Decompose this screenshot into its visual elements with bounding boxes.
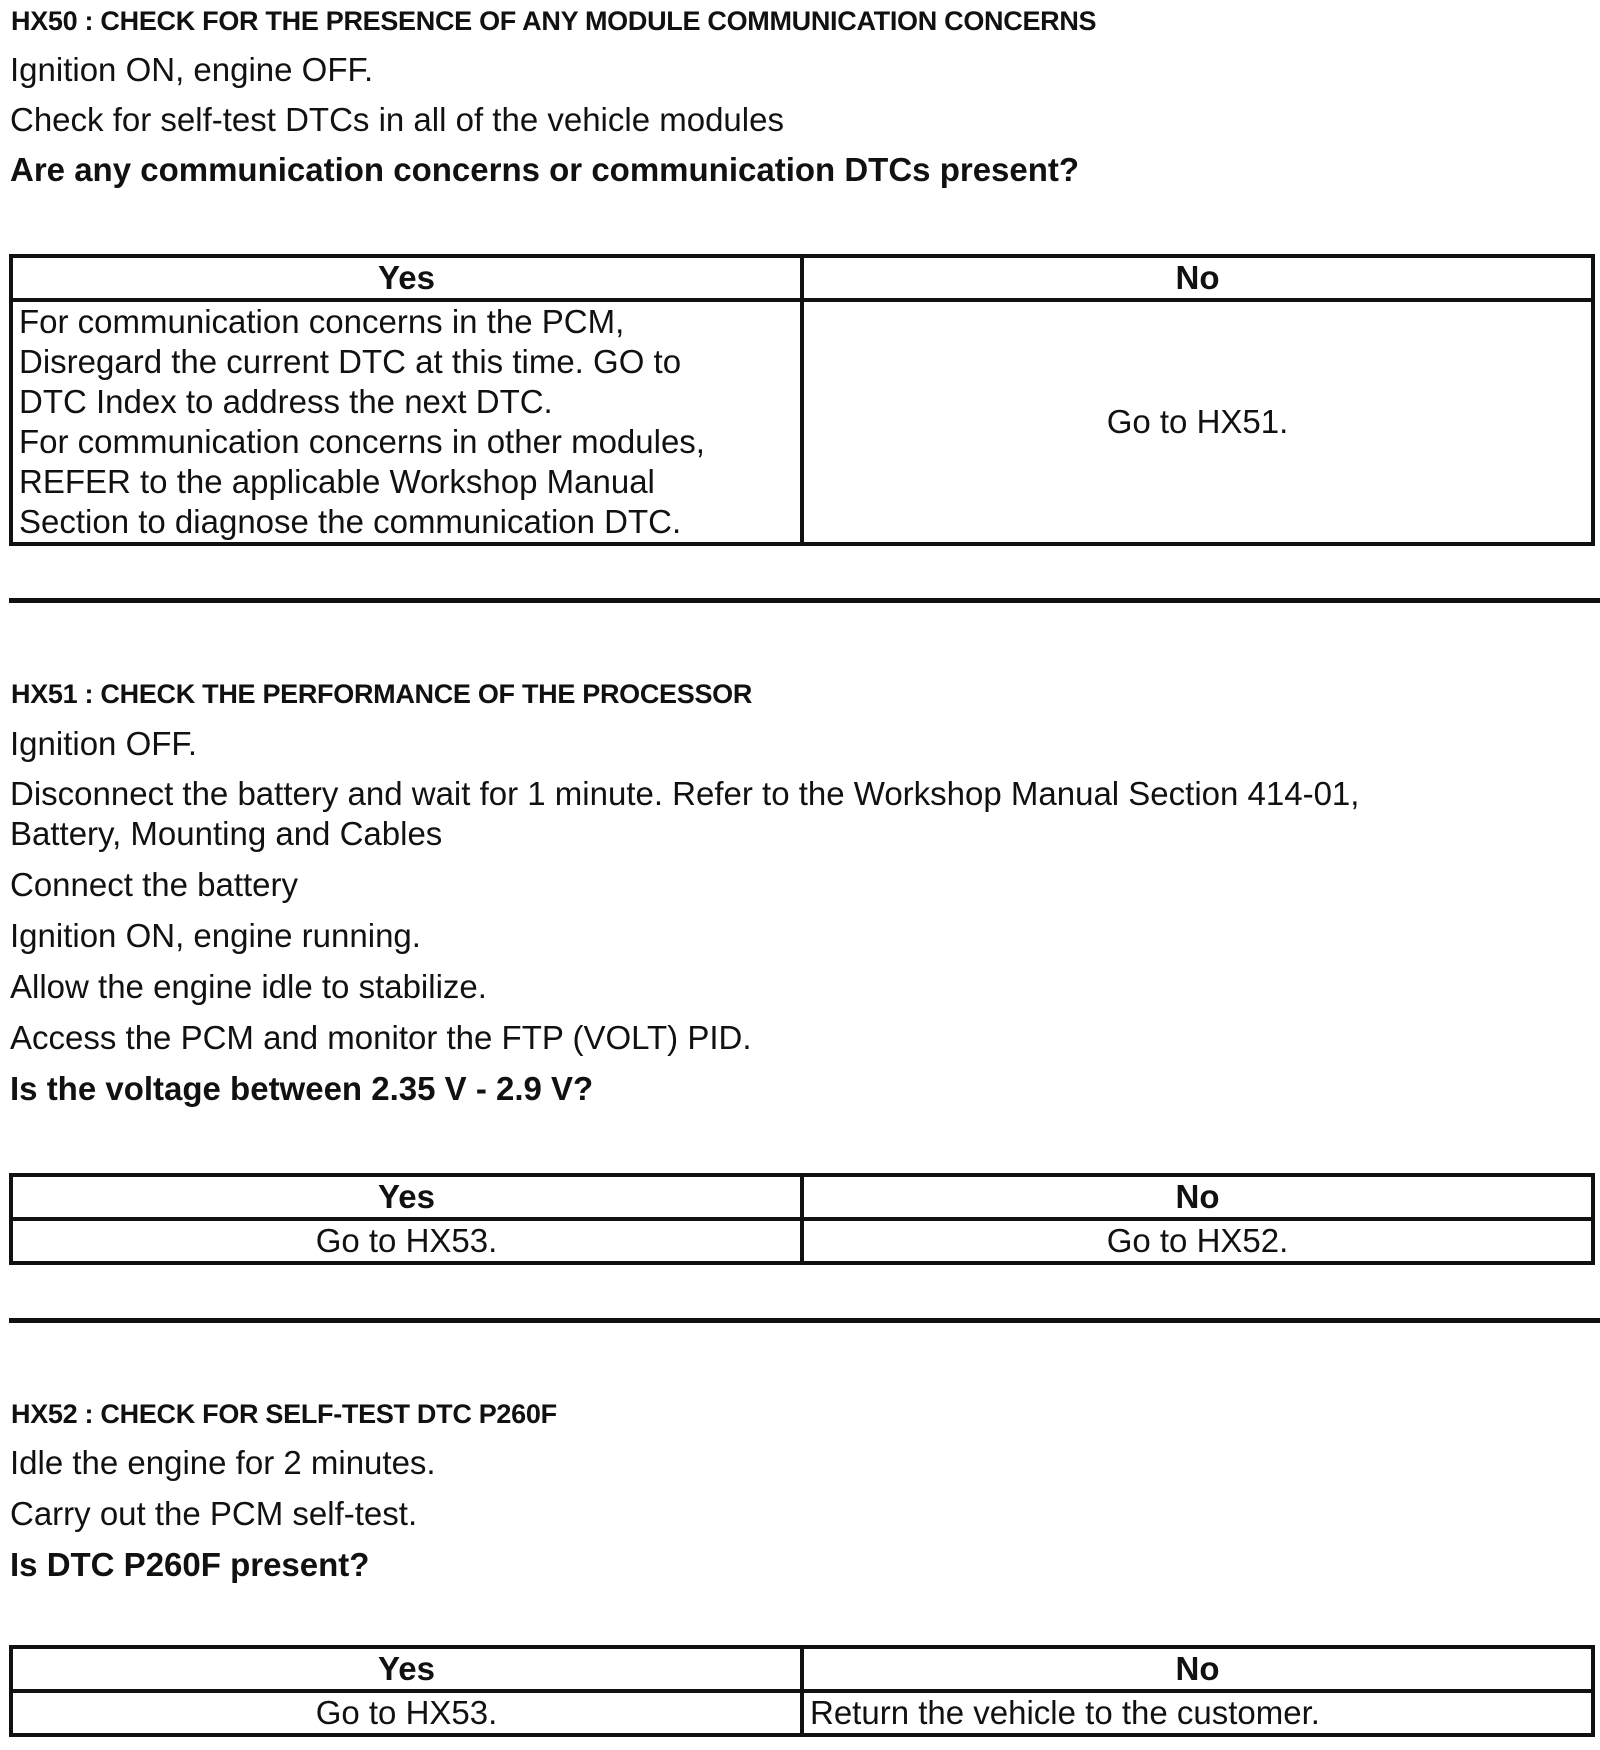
- table-header-row: [11, 1647, 1593, 1691]
- step-text: Battery, Mounting and Cables: [10, 815, 443, 852]
- table-header-row: [11, 256, 1593, 300]
- step-text: Idle the engine for 2 minutes.: [10, 1444, 436, 1481]
- no-header: No: [802, 1647, 1593, 1691]
- yes-cell-line: Disregard the current DTC at this time. GO to: [19, 343, 682, 380]
- step-text: Ignition OFF.: [10, 725, 198, 762]
- result-table-hx51: [9, 1173, 1595, 1265]
- yes-cell-line: For communication concerns in other modules,: [19, 423, 705, 460]
- step-text: Check for self-test DTCs in all of the vehicle modules: [10, 101, 784, 138]
- yes-header: Yes: [11, 1647, 802, 1691]
- step-text: Ignition ON, engine OFF.: [10, 51, 374, 88]
- yes-cell: Go to HX53.: [11, 1691, 802, 1735]
- yes-cell: Go to HX53.: [11, 1219, 802, 1263]
- table-row: [11, 1691, 1593, 1735]
- yes-cell: [11, 300, 802, 544]
- yes-header: Yes: [11, 256, 802, 300]
- question-text: Is DTC P260F present?: [10, 1546, 370, 1583]
- step-text: Allow the engine idle to stabilize.: [10, 968, 487, 1005]
- step-text: Access the PCM and monitor the FTP (VOLT) PID.: [10, 1019, 752, 1056]
- section-heading-hx50: HX50 : CHECK FOR THE PRESENCE OF ANY MODULE COMMUNICATION CONCERNS: [11, 6, 1097, 36]
- section-heading-hx51: HX51 : CHECK THE PERFORMANCE OF THE PROCESSOR: [11, 679, 753, 709]
- no-header: No: [802, 256, 1593, 300]
- step-text: Disconnect the battery and wait for 1 minute. Refer to the Workshop Manual Section 414-01,: [10, 775, 1360, 812]
- yes-cell-line: REFER to the applicable Workshop Manual: [19, 463, 655, 500]
- step-text: Ignition ON, engine running.: [10, 917, 421, 954]
- no-cell: Go to HX52.: [802, 1219, 1593, 1263]
- yes-cell-line: Section to diagnose the communication DTC.: [19, 503, 682, 540]
- yes-header: Yes: [11, 1175, 802, 1219]
- section-heading-hx52: HX52 : CHECK FOR SELF-TEST DTC P260F: [11, 1399, 557, 1429]
- no-header: No: [802, 1175, 1593, 1219]
- no-cell: Go to HX51.: [802, 300, 1593, 544]
- yes-cell-line: DTC Index to address the next DTC.: [19, 383, 553, 420]
- yes-cell-line: For communication concerns in the PCM,: [19, 303, 625, 340]
- question-text: Is the voltage between 2.35 V - 2.9 V?: [10, 1070, 594, 1107]
- table-row: [11, 1219, 1593, 1263]
- section-divider: [9, 1318, 1600, 1323]
- step-text: Carry out the PCM self-test.: [10, 1495, 418, 1532]
- result-table-hx50: [9, 254, 1595, 546]
- table-header-row: [11, 1175, 1593, 1219]
- result-table-hx52: [9, 1645, 1595, 1737]
- table-row: [11, 300, 1593, 544]
- no-cell: Return the vehicle to the customer.: [802, 1691, 1593, 1735]
- question-text: Are any communication concerns or communication DTCs present?: [10, 151, 1080, 188]
- step-text: Connect the battery: [10, 866, 299, 903]
- section-divider: [9, 598, 1600, 603]
